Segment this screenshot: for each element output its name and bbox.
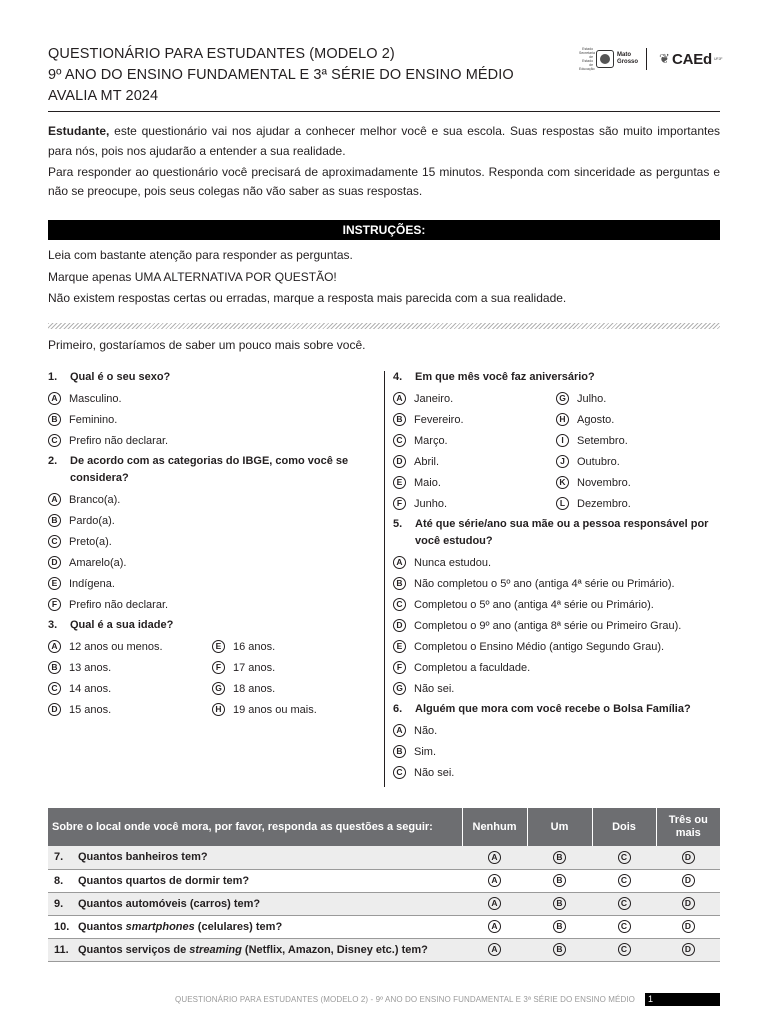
answer-option[interactable] [393, 678, 720, 699]
answer-option[interactable] [48, 489, 376, 510]
option-letter-circle[interactable]: D [48, 703, 61, 716]
instruction-line: Marque apenas UMA ALTERNATIVA POR QUESTÃO! [48, 269, 337, 284]
answer-circle[interactable]: D [682, 897, 695, 910]
answer-option[interactable] [393, 594, 720, 615]
row-question [48, 915, 462, 938]
intro-paragraph-1 [48, 122, 720, 161]
option-text: Não sei. [414, 766, 455, 779]
row-text: Quantos banheiros tem? [78, 851, 208, 864]
option-text: Abril. [414, 455, 440, 468]
option-letter-circle[interactable]: A [48, 640, 61, 653]
option-text: Junho. [414, 497, 448, 510]
option-text: 15 anos. [69, 703, 112, 716]
option-letter-circle[interactable]: G [556, 392, 569, 405]
answer-option[interactable] [48, 699, 212, 720]
option-text: Preto(a). [69, 535, 112, 548]
row-text-rest: (celulares) tem? [194, 920, 283, 933]
option-letter-circle[interactable]: H [556, 413, 569, 426]
option-text: Nunca estudou. [414, 556, 492, 569]
page-number: 1 [645, 993, 720, 1006]
row-text: Quantos automóveis (carros) tem? [78, 897, 261, 910]
title-line-1: QUESTIONÁRIO PARA ESTUDANTES (MODELO 2) [48, 46, 395, 62]
option-letter-circle[interactable]: B [393, 413, 406, 426]
option-text: Completou o 5º ano (antiga 4ª série ou Primário). [414, 598, 654, 611]
question-number: 6. [393, 703, 403, 715]
state-seal-icon [596, 50, 614, 68]
option-letter-circle[interactable]: H [212, 703, 225, 716]
options-grid [48, 636, 376, 720]
footer-text: QUESTIONÁRIO PARA ESTUDANTES (MODELO 2) - 9º ANO DO ENSINO FUNDAMENTAL E 3ª SÉRIE DO ENSINO MÉDIO [175, 995, 635, 1004]
option-letter-circle[interactable]: E [393, 640, 406, 653]
option-text: 13 anos. [69, 661, 112, 674]
answer-circle[interactable]: B [553, 920, 566, 933]
intro-bold: Estudante, [48, 124, 110, 138]
option-text: Completou o Ensino Médio (antigo Segundo Grau). [414, 640, 665, 653]
household-table [48, 808, 720, 962]
option-letter-circle[interactable]: C [393, 434, 406, 447]
mato-grosso-word-1: Mato [617, 52, 632, 58]
answer-option[interactable] [556, 388, 720, 409]
caed-leaf-icon: ❦ [659, 51, 670, 66]
answer-circle[interactable]: A [488, 851, 501, 864]
answer-circle[interactable]: A [488, 897, 501, 910]
option-letter-circle[interactable]: G [212, 682, 225, 695]
answer-option[interactable] [393, 762, 720, 783]
option-letter-circle[interactable]: C [393, 766, 406, 779]
option-letter-circle[interactable]: F [212, 661, 225, 674]
options-grid [393, 388, 720, 514]
question-4 [393, 369, 720, 514]
option-text: 18 anos. [233, 682, 276, 695]
option-letter-circle[interactable]: B [393, 745, 406, 758]
answer-circle[interactable]: D [682, 943, 695, 956]
question-number: 2. [48, 455, 58, 467]
option-letter-circle[interactable]: D [393, 619, 406, 632]
option-letter-circle[interactable]: F [393, 497, 406, 510]
option-letter-circle[interactable]: D [393, 455, 406, 468]
row-question [48, 938, 462, 961]
row-question [48, 846, 462, 869]
intro-paragraph-2: Para responder ao questionário você precisará de aproximadamente 15 minutos. Responda com sinceridade as perguntas e não se preocupe, pois seus colegas não vão saber as suas respostas. [48, 164, 720, 198]
answer-circle[interactable]: D [682, 874, 695, 887]
option-letter-circle[interactable]: C [393, 598, 406, 611]
question-1 [48, 369, 376, 451]
row-text: Quantos [78, 920, 126, 933]
answer-option[interactable] [393, 451, 556, 472]
row-number: 7. [54, 851, 64, 864]
answer-option[interactable] [48, 430, 376, 451]
row-text-italic: streaming [189, 943, 242, 956]
answer-option[interactable] [48, 388, 376, 409]
answer-circle[interactable]: C [618, 874, 631, 887]
instruction-line: Leia com bastante atenção para responder as perguntas. [48, 248, 353, 262]
answer-option[interactable] [48, 573, 376, 594]
column-divider [384, 371, 385, 787]
lead-text: Primeiro, gostaríamos de saber um pouco mais sobre você. [48, 338, 366, 352]
caed-logo-text: CAEd [671, 50, 712, 68]
column-header-tres-ou-mais: Três ou mais [656, 808, 720, 846]
option-letter-circle[interactable]: F [48, 598, 61, 611]
option-letter-circle[interactable]: B [48, 413, 61, 426]
option-text: Março. [414, 434, 448, 447]
option-text: Não sei. [414, 682, 455, 695]
question-text: Qual é o seu sexo? [70, 371, 171, 383]
intro-p1-rest: este questionário vai nos ajudar a conhecer melhor você e sua escola. Suas respostas são muito importantes para nós, pois nos ajudarão a entender a sua realidade. [48, 124, 720, 158]
answer-option[interactable] [48, 594, 376, 615]
instructions-title: INSTRUÇÕES: [48, 220, 720, 240]
answer-option[interactable] [393, 636, 720, 657]
mato-grosso-logo-small-text: Estado Secretaria de Estado de Educação [579, 47, 595, 71]
option-letter-circle[interactable]: B [48, 661, 61, 674]
answer-option[interactable] [212, 678, 376, 699]
question-number: 5. [393, 518, 403, 530]
option-text: Julho. [577, 392, 607, 405]
option-text: Não. [414, 724, 438, 737]
option-letter-circle[interactable]: C [48, 535, 61, 548]
answer-option[interactable] [393, 573, 720, 594]
table-row [48, 938, 720, 961]
mato-grosso-word-2: Grosso [617, 59, 639, 65]
option-text: Não completou o 5º ano (antiga 4ª série ou Primário). [414, 577, 675, 590]
table-row [48, 869, 720, 892]
option-letter-circle[interactable]: F [393, 661, 406, 674]
title-line-3: AVALIA MT 2024 [48, 88, 159, 104]
option-text: Dezembro. [577, 497, 631, 510]
option-text: Janeiro. [414, 392, 454, 405]
option-text: Branco(a). [69, 493, 121, 506]
answer-circle[interactable]: C [618, 897, 631, 910]
question-2 [48, 453, 376, 615]
option-text: Setembro. [577, 434, 628, 447]
answer-option[interactable] [48, 510, 376, 531]
instruction-line: Não existem respostas certas ou erradas, marque a resposta mais parecida com a sua realidade. [48, 291, 567, 305]
question-number: 4. [393, 371, 403, 383]
row-number: 8. [54, 874, 64, 887]
option-text: Feminino. [69, 413, 118, 426]
answer-option[interactable] [393, 615, 720, 636]
option-text: 17 anos. [233, 661, 276, 674]
row-number: 9. [54, 897, 64, 910]
row-question [48, 869, 462, 892]
answer-option[interactable] [393, 741, 720, 762]
answer-option[interactable] [556, 409, 720, 430]
question-3 [48, 617, 376, 720]
table-row [48, 915, 720, 938]
answer-option[interactable] [212, 699, 376, 720]
option-letter-circle[interactable]: E [48, 577, 61, 590]
answer-option[interactable] [393, 720, 720, 741]
questions-left-column [48, 369, 376, 722]
option-letter-circle[interactable]: J [556, 455, 569, 468]
option-letter-circle[interactable]: A [393, 556, 406, 569]
answer-option[interactable] [556, 451, 720, 472]
answer-option[interactable] [48, 531, 376, 552]
row-text: Quantos quartos de dormir tem? [78, 874, 250, 887]
option-letter-circle[interactable]: E [212, 640, 225, 653]
option-letter-circle[interactable]: C [48, 682, 61, 695]
option-text: Fevereiro. [414, 413, 464, 426]
answer-option[interactable] [48, 657, 212, 678]
answer-circle[interactable]: D [682, 851, 695, 864]
option-letter-circle[interactable]: G [393, 682, 406, 695]
option-text: 16 anos. [233, 640, 276, 653]
column-header-nenhum: Nenhum [462, 808, 527, 846]
option-text: Indígena. [69, 577, 115, 590]
option-letter-circle[interactable]: D [48, 556, 61, 569]
answer-circle[interactable]: C [618, 943, 631, 956]
option-text: Completou o 9º ano (antiga 8ª série ou Primeiro Grau). [414, 619, 682, 632]
answer-circle[interactable]: D [682, 920, 695, 933]
option-text: Completou a faculdade. [414, 661, 531, 674]
column-header-um: Um [527, 808, 592, 846]
option-text: Masculino. [69, 392, 122, 405]
question-6 [393, 701, 720, 783]
answer-circle[interactable]: A [488, 920, 501, 933]
answer-circle[interactable]: B [553, 874, 566, 887]
option-text: Sim. [414, 745, 436, 758]
answer-option[interactable] [48, 636, 212, 657]
answer-option[interactable] [393, 430, 556, 451]
answer-option[interactable] [556, 493, 720, 514]
answer-circle[interactable]: B [553, 897, 566, 910]
column-header-dois: Dois [592, 808, 656, 846]
row-number: 10. [54, 920, 70, 933]
answer-option[interactable] [48, 409, 376, 430]
row-number: 11. [54, 943, 69, 956]
answer-circle[interactable]: B [553, 943, 566, 956]
hatched-divider [48, 323, 720, 329]
answer-option[interactable] [556, 430, 720, 451]
questions-right-column [393, 369, 720, 785]
option-text: 14 anos. [69, 682, 112, 695]
answer-circle[interactable]: C [618, 851, 631, 864]
answer-circle[interactable]: B [553, 851, 566, 864]
option-text: Agosto. [577, 413, 615, 426]
option-letter-circle[interactable]: A [393, 392, 406, 405]
question-text: Qual é a sua idade? [70, 619, 174, 631]
question-text: De acordo com as categorias do IBGE, como você se considera? [70, 455, 349, 484]
answer-option[interactable] [393, 388, 556, 409]
row-text-rest: (Netflix, Amazon, Disney etc.) tem? [241, 943, 428, 956]
answer-option[interactable] [212, 657, 376, 678]
question-text: Em que mês você faz aniversário? [415, 371, 595, 383]
intro-text [48, 122, 720, 203]
option-text: Amarelo(a). [69, 556, 127, 569]
row-text: Quantos serviços de [78, 943, 190, 956]
option-text: Prefiro não declarar. [69, 434, 169, 447]
answer-option[interactable] [393, 409, 556, 430]
answer-option[interactable] [393, 552, 720, 573]
option-text: 12 anos ou menos. [69, 640, 163, 653]
option-letter-circle[interactable]: B [48, 514, 61, 527]
question-text: Alguém que mora com você recebe o Bolsa Família? [415, 703, 691, 715]
answer-option[interactable] [556, 472, 720, 493]
caed-logo [647, 50, 723, 68]
answer-option[interactable] [48, 552, 376, 573]
option-letter-circle[interactable]: A [48, 392, 61, 405]
table-row [48, 846, 720, 869]
answer-option[interactable] [393, 657, 720, 678]
option-text: Outubro. [577, 455, 620, 468]
question-number: 3. [48, 619, 58, 631]
answer-option[interactable] [212, 636, 376, 657]
option-text: Pardo(a). [69, 514, 115, 527]
answer-circle[interactable]: A [488, 943, 501, 956]
table-header-prompt: Sobre o local onde você mora, por favor, responda as questões a seguir: [48, 808, 462, 846]
option-letter-circle[interactable]: K [556, 476, 569, 489]
option-text: 19 anos ou mais. [233, 703, 317, 716]
row-question [48, 892, 462, 915]
question-number: 1. [48, 371, 58, 383]
caed-logo-small-text: UFJF [714, 57, 723, 61]
page-header [48, 44, 723, 112]
answer-option[interactable] [393, 493, 556, 514]
answer-circle[interactable]: C [618, 920, 631, 933]
question-text: Até que série/ano sua mãe ou a pessoa responsável por você estudou? [415, 518, 709, 547]
instructions-list [48, 246, 720, 311]
option-text: Prefiro não declarar. [69, 598, 169, 611]
table-row [48, 892, 720, 915]
option-letter-circle[interactable]: A [393, 724, 406, 737]
option-text: Novembro. [577, 476, 631, 489]
question-5 [393, 516, 720, 699]
mato-grosso-logo [579, 48, 647, 70]
option-letter-circle[interactable]: C [48, 434, 61, 447]
answer-circle[interactable]: A [488, 874, 501, 887]
option-text: Maio. [414, 476, 441, 489]
answer-option[interactable] [48, 678, 212, 699]
row-text-italic: smartphones [125, 920, 195, 933]
option-letter-circle[interactable]: E [393, 476, 406, 489]
option-letter-circle[interactable]: I [556, 434, 569, 447]
option-letter-circle[interactable]: L [556, 497, 569, 510]
option-letter-circle[interactable]: A [48, 493, 61, 506]
title-line-2: 9º ANO DO ENSINO FUNDAMENTAL E 3ª SÉRIE DO ENSINO MÉDIO [48, 67, 514, 83]
logos [579, 47, 723, 71]
option-letter-circle[interactable]: B [393, 577, 406, 590]
answer-option[interactable] [393, 472, 556, 493]
page-footer [48, 993, 720, 1006]
